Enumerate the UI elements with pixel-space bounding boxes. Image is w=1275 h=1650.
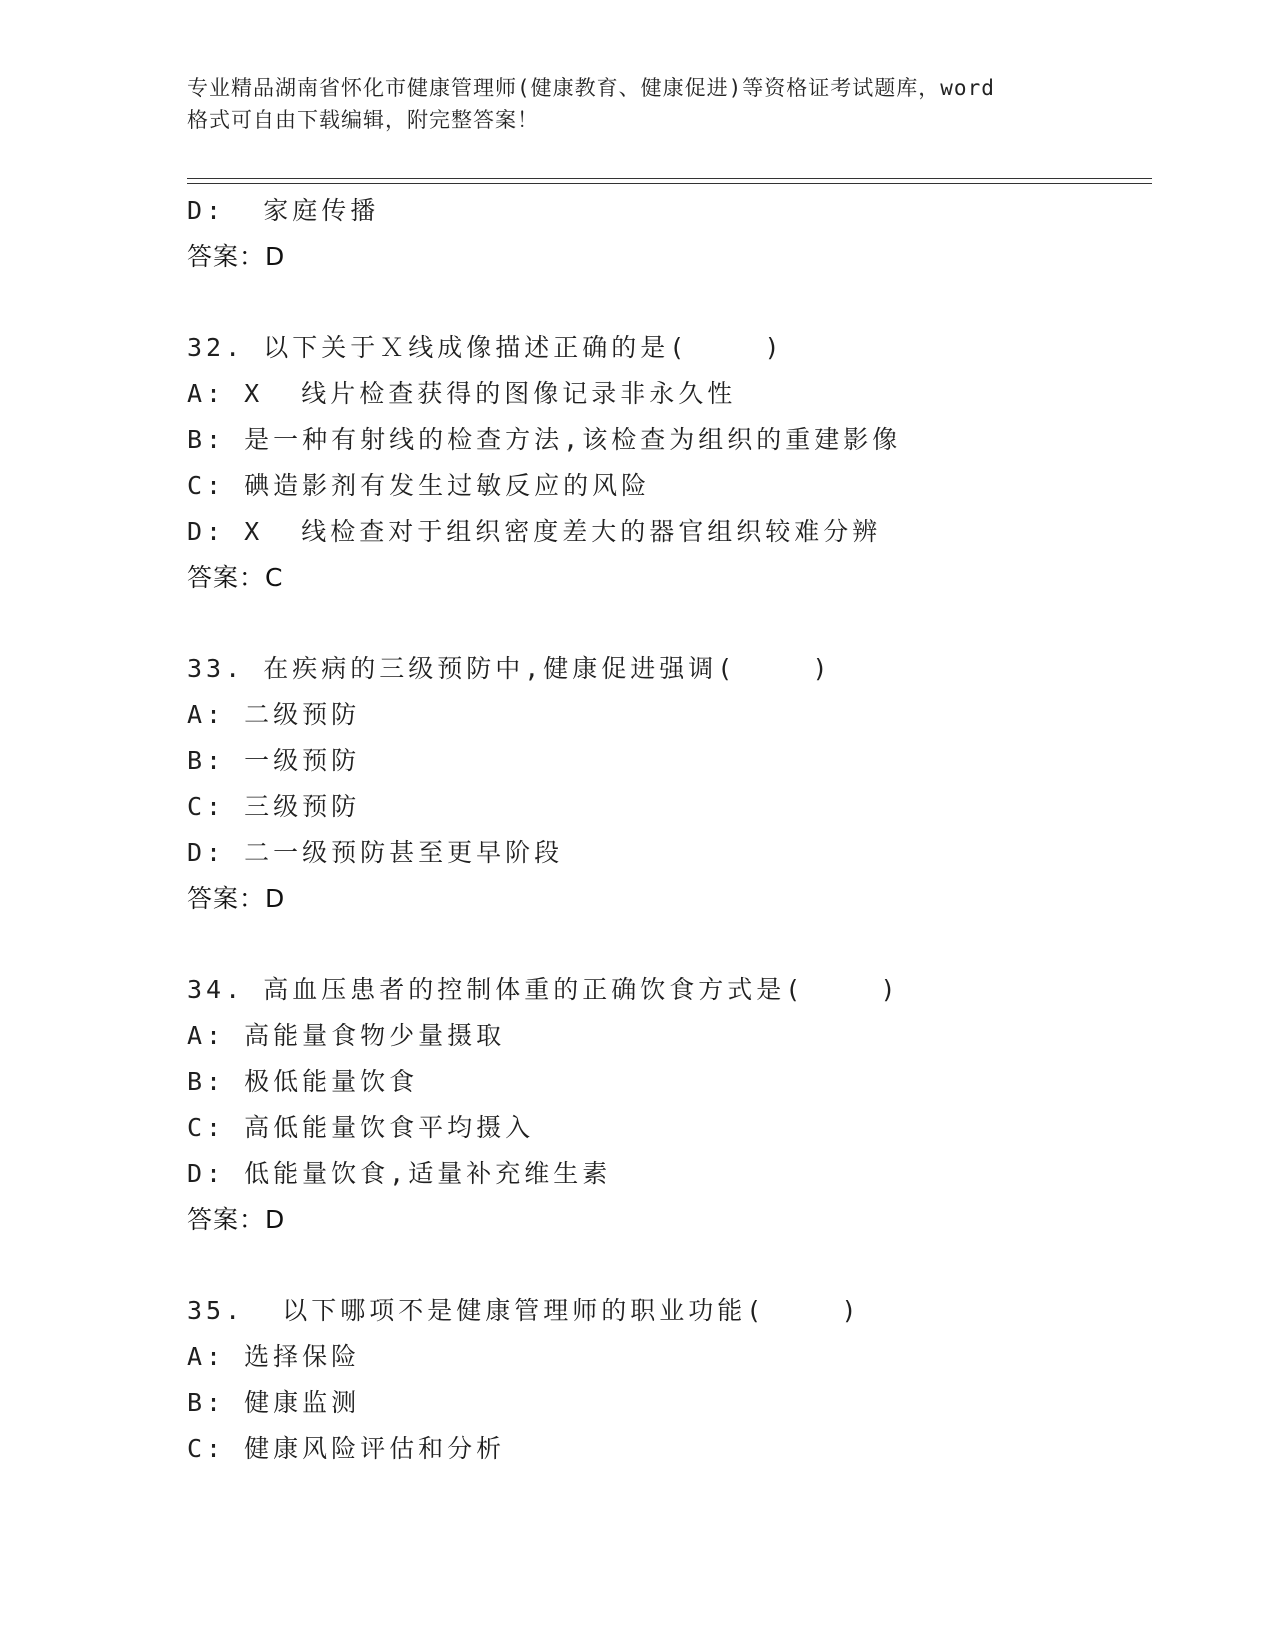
option-c: C: 健康风险评估和分析 bbox=[187, 1434, 506, 1463]
question-33 bbox=[187, 646, 1147, 922]
answer-line: 答案：D bbox=[187, 242, 286, 271]
exam-content bbox=[187, 188, 1147, 1472]
question-35 bbox=[187, 1288, 1147, 1472]
question-32 bbox=[187, 325, 1147, 601]
question-stem: 33. 在疾病的三级预防中,健康促进强调( ) bbox=[187, 654, 832, 683]
header-line-1: 专业精品湖南省怀化市健康管理师(健康教育、健康促进)等资格证考试题库，word bbox=[187, 76, 995, 100]
option-d: D: 二一级预防甚至更早阶段 bbox=[187, 838, 564, 867]
spacer bbox=[187, 1243, 1147, 1288]
option-a: A: X 线片检查获得的图像记录非永久性 bbox=[187, 379, 737, 408]
answer-line: 答案：D bbox=[187, 884, 286, 913]
option-c: C: 高低能量饮食平均摄入 bbox=[187, 1113, 535, 1142]
page-header bbox=[187, 72, 1087, 136]
option-a: A: 高能量食物少量摄取 bbox=[187, 1021, 506, 1050]
option-b: B: 一级预防 bbox=[187, 746, 361, 775]
option-a: A: 二级预防 bbox=[187, 700, 361, 729]
option-b: B: 健康监测 bbox=[187, 1388, 361, 1417]
header-divider-top bbox=[187, 178, 1152, 179]
question-stem: 35. 以下哪项不是健康管理师的职业功能( ) bbox=[187, 1296, 861, 1325]
previous-question-tail bbox=[187, 188, 1147, 280]
option-b: B: 是一种有射线的检查方法,该检查为组织的重建影像 bbox=[187, 425, 902, 454]
spacer bbox=[187, 922, 1147, 967]
option-b: B: 极低能量饮食 bbox=[187, 1067, 419, 1096]
option-d: D: 低能量饮食,适量补充维生素 bbox=[187, 1159, 612, 1188]
spacer bbox=[187, 601, 1147, 646]
header-divider-bottom bbox=[187, 183, 1152, 184]
header-line-2: 格式可自由下载编辑，附完整答案！ bbox=[187, 108, 539, 132]
option-a: A: 选择保险 bbox=[187, 1342, 361, 1371]
question-stem: 34. 高血压患者的控制体重的正确饮食方式是( ) bbox=[187, 975, 900, 1004]
option-d: D: X 线检查对于组织密度差大的器官组织较难分辨 bbox=[187, 517, 882, 546]
spacer bbox=[187, 280, 1147, 325]
option-d: D: 家庭传播 bbox=[187, 196, 380, 225]
option-c: C: 碘造影剂有发生过敏反应的风险 bbox=[187, 471, 651, 500]
answer-line: 答案：D bbox=[187, 1205, 286, 1234]
answer-line: 答案：C bbox=[187, 563, 284, 592]
option-c: C: 三级预防 bbox=[187, 792, 361, 821]
question-stem: 32. 以下关于Ｘ线成像描述正确的是( ) bbox=[187, 333, 784, 362]
question-34 bbox=[187, 967, 1147, 1243]
